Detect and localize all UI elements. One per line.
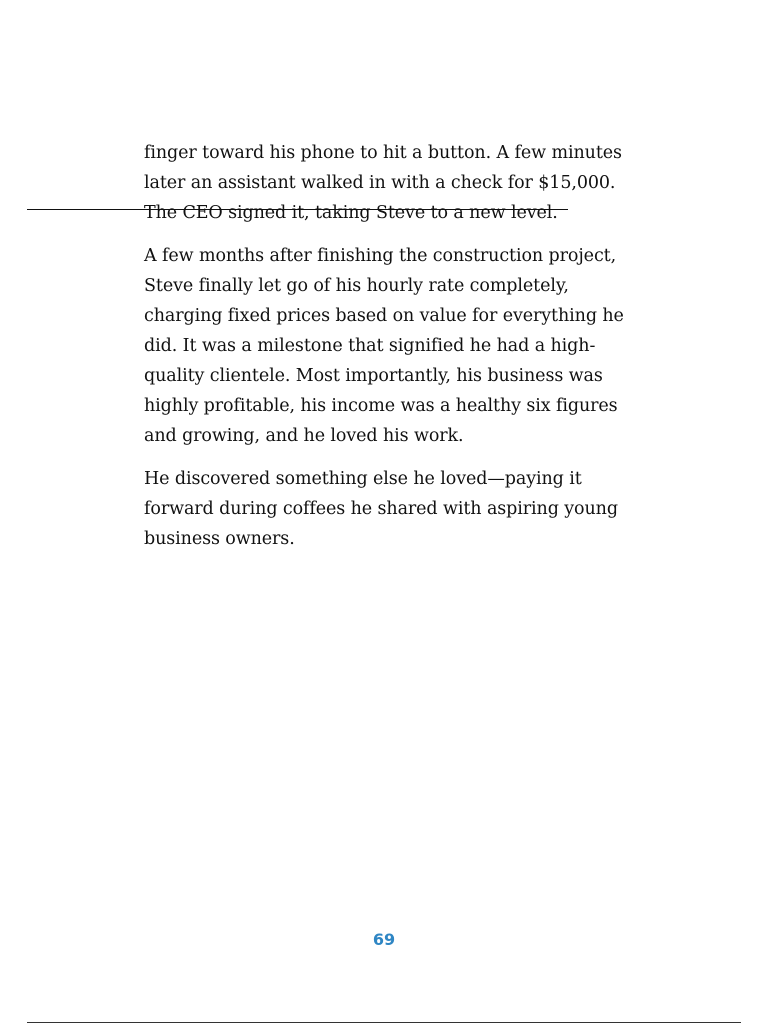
horizontal-rule-bottom xyxy=(27,1022,741,1023)
text-line: A few months after finishing the construction project, xyxy=(144,246,617,266)
paragraph-1 xyxy=(144,138,634,228)
paragraph-2 xyxy=(144,241,634,451)
text-line: did. It was a milestone that signified he had a high- xyxy=(144,336,596,356)
text-line: charging fixed prices based on value for everything he xyxy=(144,306,624,326)
text-line: Steve finally let go of his hourly rate completely, xyxy=(144,276,569,296)
paragraph-3 xyxy=(144,464,634,554)
text-line: finger toward his phone to hit a button. A few minutes xyxy=(144,143,622,163)
text-line: highly profitable, his income was a healthy six figures xyxy=(144,396,618,416)
text-line: quality clientele. Most importantly, his business was xyxy=(144,366,603,386)
body-text xyxy=(144,138,634,567)
text-line: He discovered something else he loved—paying it xyxy=(144,469,582,489)
page-number: 69 xyxy=(372,930,396,949)
text-line: The CEO signed it, taking Steve to a new level. xyxy=(144,203,558,223)
text-line: forward during coffees he shared with aspiring young xyxy=(144,499,618,519)
text-line: business owners. xyxy=(144,529,295,549)
horizontal-rule-top xyxy=(27,209,568,210)
text-line: later an assistant walked in with a check for $15,000. xyxy=(144,173,616,193)
text-line: and growing, and he loved his work. xyxy=(144,426,464,446)
